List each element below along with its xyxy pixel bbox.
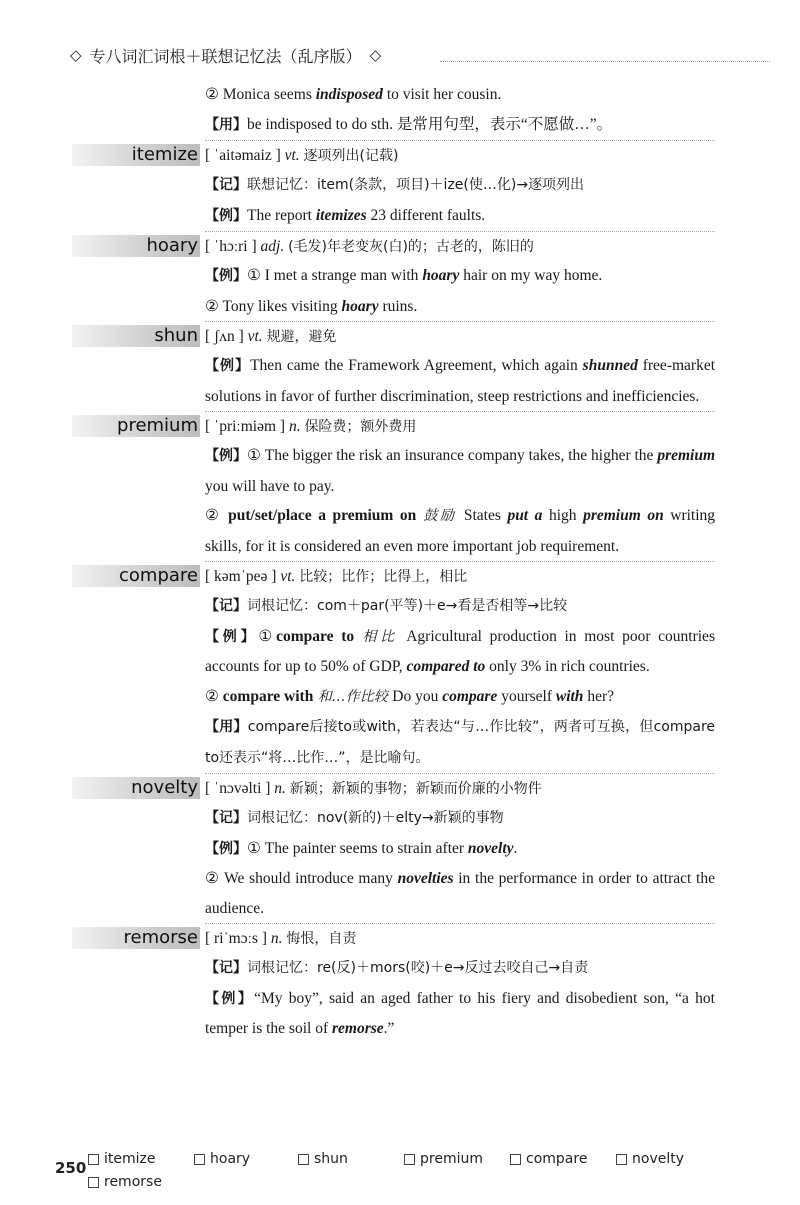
example-paragraph: 【例】Then came the Framework Agreement, which again shunned free-market solutions in favor of further discrimination, steep restrictions and inefficiencies.	[205, 357, 716, 405]
definition-line: [ ˈnɔvəlti ] n. 新颖；新颖的事物；新颖而价廉的小物件	[205, 780, 542, 797]
entry-itemize	[0, 140, 800, 170]
review-checkbox[interactable]: novelty	[616, 1151, 684, 1167]
memory-line: 【记】词根记忆：nov(新的)＋elty→新颖的事物	[205, 810, 504, 826]
page-number: 250	[55, 1159, 87, 1177]
review-checkbox[interactable]: premium	[404, 1151, 483, 1167]
example-line: ② Monica seems indisposed to visit her cousin.	[205, 86, 502, 103]
entry-shun	[0, 321, 800, 351]
example-paragraph: 【例】“My boy”, said an aged father to his fiery and disobedient son, “a hot temper is the soil of remorse.”	[205, 989, 715, 1037]
headword: compare	[72, 565, 200, 587]
definition-line: [ kəmˈpeə ] vt. 比较；比作；比得上，相比	[205, 568, 468, 585]
example-line: 【例】① The painter seems to strain after novelty.	[205, 839, 518, 857]
checkbox-icon	[616, 1154, 627, 1165]
example-paragraph: ② We should introduce many novelties in the performance in order to attract the audience.	[205, 870, 715, 917]
header-rule	[440, 61, 770, 62]
diamond-icon: ◇	[369, 46, 382, 64]
entry-remorse	[0, 923, 800, 953]
review-checkbox[interactable]: itemize	[88, 1151, 155, 1167]
usage-line: 【用】be indisposed to do sth. 是常用句型，表示“不愿做…”。	[205, 115, 613, 133]
checkbox-icon	[404, 1154, 415, 1165]
headword: itemize	[72, 144, 200, 166]
headword: remorse	[72, 927, 200, 949]
memory-line: 【记】联想记忆：item(条款，项目)＋ize(使…化)→逐项列出	[205, 177, 585, 193]
example-line: 【例】① I met a strange man with hoary hair on my way home.	[205, 267, 603, 284]
example-paragraph: 【例】① The bigger the risk an insurance company takes, the higher the premium you will have to pay.	[205, 447, 716, 495]
definition-line: [ ˈaitəmaiz ] vt. 逐项列出(记载)	[205, 147, 399, 164]
example-paragraph: 【例】①compare to 相比 Agricultural production in most poor countries accounts for up to 50% of GDP, compared to only 3% in rich countries.	[205, 627, 715, 675]
example-line: ② compare with 和…作比较 Do you compare yourself with her?	[205, 687, 614, 705]
definition-line: [ ˈhɔːri ] adj. (毛发)年老变灰(白)的；古老的，陈旧的	[205, 238, 534, 255]
book-title: 专八词汇词根＋联想记忆法（乱序版）	[89, 46, 362, 66]
entry-compare	[0, 561, 800, 591]
headword: shun	[72, 325, 200, 347]
entry-hoary	[0, 231, 800, 261]
diamond-icon: ◇	[70, 46, 82, 64]
checkbox-icon	[88, 1154, 99, 1165]
page-footer	[0, 1145, 800, 1205]
example-line: ② Tony likes visiting hoary ruins.	[205, 297, 418, 315]
memory-line: 【记】词根记忆：re(反)＋mors(咬)＋e→反过去咬自己→自责	[205, 960, 589, 976]
page-header	[70, 40, 750, 70]
checkbox-icon	[510, 1154, 521, 1165]
checkbox-icon	[194, 1154, 205, 1165]
example-paragraph: ② put/set/place a premium on 鼓励 States put a high premium on writing skills, for it is considered an even more important job requirement.	[205, 507, 716, 555]
entry-premium	[0, 411, 800, 441]
memory-line: 【记】词根记忆：com＋par(平等)＋e→看是否相等→比较	[205, 598, 568, 614]
review-checkbox[interactable]: remorse	[88, 1174, 162, 1190]
definition-line: [ ʃʌn ] vt. 规避，避免	[205, 328, 337, 345]
checkbox-icon	[88, 1177, 99, 1188]
review-checkbox[interactable]: shun	[298, 1151, 348, 1167]
headword: premium	[72, 415, 200, 437]
definition-line: [ ˈpriːmiəm ] n. 保险费；额外费用	[205, 418, 417, 435]
page-content	[0, 80, 800, 1044]
example-line: 【例】The report itemizes 23 different faults.	[205, 206, 486, 224]
checkbox-icon	[298, 1154, 309, 1165]
headword: novelty	[72, 777, 200, 799]
entry-novelty	[0, 773, 800, 803]
review-checkbox[interactable]: hoary	[194, 1151, 250, 1167]
definition-line: [ riˈmɔːs ] n. 悔恨，自责	[205, 930, 357, 947]
headword: hoary	[72, 235, 200, 257]
usage-paragraph: 【用】compare后接to或with，若表达“与…作比较”，两者可互换，但compare to还表示“将…比作…”，是比喻句。	[205, 719, 716, 766]
review-checkbox[interactable]: compare	[510, 1151, 587, 1167]
